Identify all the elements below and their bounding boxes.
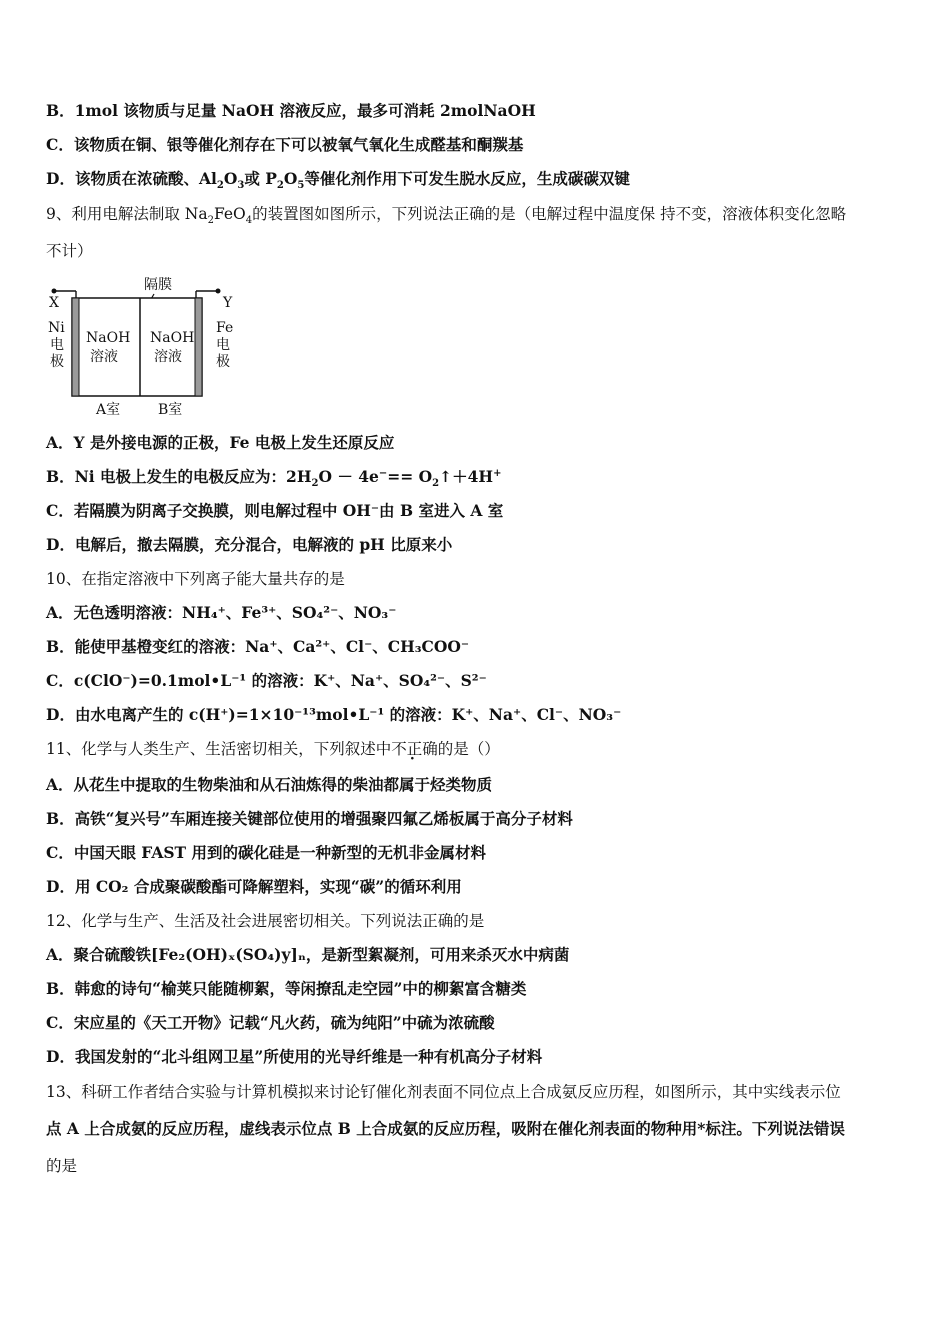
membrane-label: 隔膜 [144,277,172,293]
q13-stem-line2: 点 A 上合成氨的反应历程，虚线表示位点 B 上合成氨的反应历程，吸附在催化剂表面的物种用*标注。下列说法错误 [46,1119,845,1138]
q12-option-c: C．宋应星的《天工开物》记载“凡火药，硫为纯阳”中硫为浓硫酸 [46,1013,495,1032]
room-b-label: B室 [158,402,183,418]
fe-label: Fe [216,320,234,336]
q8-option-b: B．1mol 该物质与足量 NaOH 溶液反应，最多可消耗 2molNaOH [46,101,536,120]
terminal-x-label: X [49,295,59,311]
ni-electrode [72,298,79,396]
q11-option-a: A．从花生中提取的生物柴油和从石油炼得的柴油都属于烃类物质 [46,775,493,794]
left-solution-formula: NaOH [86,330,131,346]
q9-option-d: D．电解后，撤去隔膜，充分混合，电解液的 pH 比原来小 [46,535,453,554]
ni-ji: 极 [50,354,64,370]
q9-stem: 9、利用电解法制取 $Na_2FeO_4$的装置图如图所示，下列说法正确的是（电解过程中温度保 持不变，溶液体积变化忽略 [46,205,847,227]
q11-option-d: D．用 CO₂ 合成聚碳酸酯可降解塑料，实现“碳”的循环利用 [46,877,462,896]
fe-dian: 电 [216,337,230,353]
q12-option-d: D．我国发射的“北斗组网卫星”所使用的光导纤维是一种有机高分子材料 [46,1047,543,1066]
q10-stem: 10、在指定溶液中下列离子能大量共存的是 [46,570,345,588]
ni-label: Ni [48,320,65,336]
terminal-y-label: Y [223,295,233,311]
ni-dian: 电 [50,337,64,353]
q11-stem: 11、化学与人类生产、生活密切相关，下列叙述中不正确的是（） [46,740,500,758]
q11-option-c: C．中国天眼 FAST 用到的碳化硅是一种新型的无机非金属材料 [46,843,486,862]
q12-option-b: B．韩愈的诗句“榆荚只能随柳絮，等闲撩乱走空园”中的柳絮富含糖类 [46,979,527,998]
q8-option-d: D．该物质在浓硫酸、$Al_2O_3$或 $P_2O_5$等催化剂作用下可发生脱水反应，生成碳碳双键 [46,169,630,192]
q12-stem: 12、化学与生产、生活及社会进展密切相关。下列说法正确的是 [46,912,485,930]
q11-option-b: B．高铁“复兴号”车厢连接关键部位使用的增强聚四氟乙烯板属于高分子材料 [46,809,573,828]
q10-option-b: B．能使甲基橙变红的溶液：Na⁺、Ca²⁺、Cl⁻、CH₃COO⁻ [46,637,470,656]
room-a-label: A室 [96,402,121,418]
q10-option-c: C．c(ClO⁻)=0.1mol•L⁻¹ 的溶液：K⁺、Na⁺、SO₄²⁻、S²⁻ [46,671,487,690]
right-solution-word: 溶液 [154,349,182,365]
q13-stem-line3: 的是 [46,1157,78,1175]
fe-electrode [195,298,202,396]
left-solution-word: 溶液 [90,349,118,365]
right-solution-formula: NaOH [150,330,195,346]
q10-option-a: A．无色透明溶液：NH₄⁺、Fe³⁺、SO₄²⁻、NO₃⁻ [46,603,397,622]
cell-body [72,298,202,396]
q8-option-c: C．该物质在铜、银等催化剂存在下可以被氧气氧化生成醛基和酮羰基 [46,135,524,154]
electrolysis-cell-diagram [44,276,254,421]
q9-option-b: B．Ni 电极上发生的电极反应为：$2H_2O - 4e^-==$ $O_2↑+4H^+$ [46,467,502,490]
q12-option-a: A．聚合硫酸铁[Fe₂(OH)ₓ(SO₄)y]ₙ，是新型絮凝剂，可用来杀灭水中病菌 [46,945,570,964]
emphasis-text: 不正确 [391,740,438,758]
q13-stem-line1: 13、科研工作者结合实验与计算机模拟来讨论钌催化剂表面不同位点上合成氨反应历程，如图所示，其中实线表示位 [46,1083,841,1101]
q10-option-d: D．由水电离产生的 c(H⁺)=1×10⁻¹³mol•L⁻¹ 的溶液：K⁺、Na⁺、Cl⁻、NO₃⁻ [46,705,622,724]
q9-option-c: C．若隔膜为阴离子交换膜，则电解过程中 OH⁻由 B 室进入 A 室 [46,501,504,520]
q9-stem-line2: 不计） [46,242,93,260]
q9-option-a: A．Y 是外接电源的正极，Fe 电极上发生还原反应 [46,433,395,452]
fe-ji: 极 [216,354,230,370]
